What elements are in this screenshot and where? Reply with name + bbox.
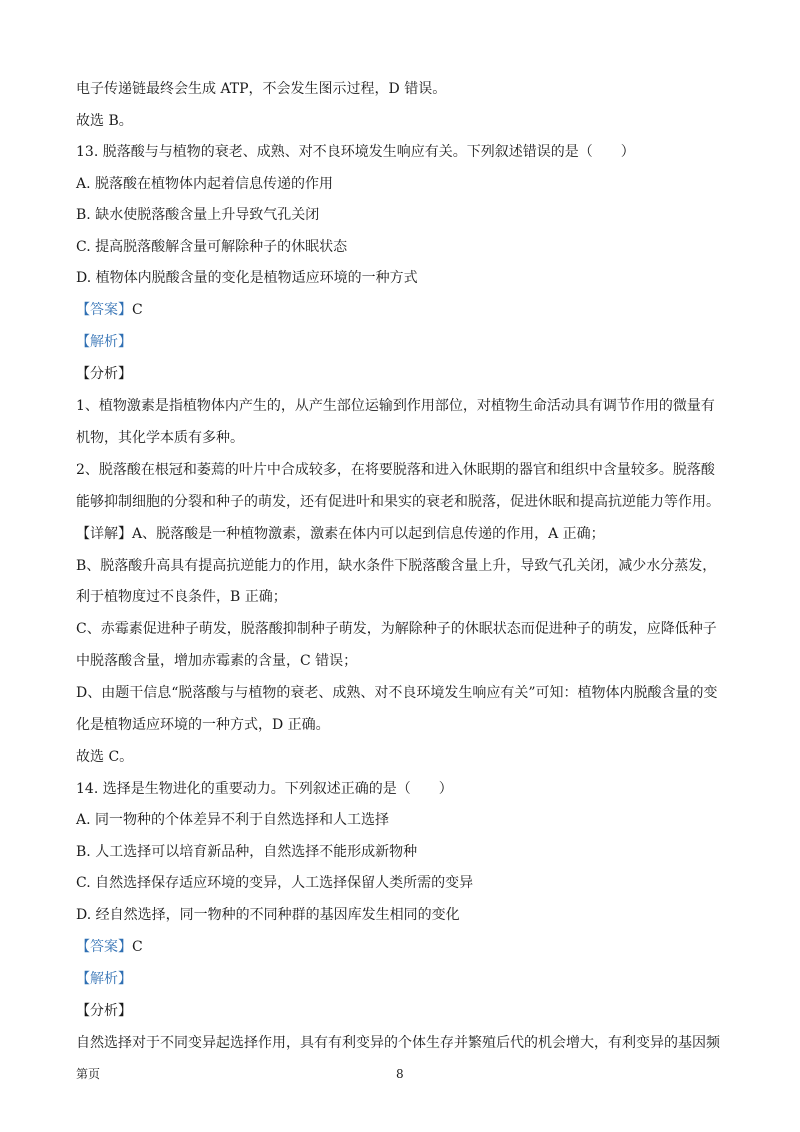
answer-value: C: [132, 939, 143, 955]
answer-value: C: [132, 302, 143, 318]
text-line: 能够抑制细胞的分裂和种子的萌发，还有促进叶和果实的衰老和脱落，促进休眠和提高抗逆能力等作用。: [76, 494, 720, 510]
text-line: 2、脱落酸在根冠和萎蔫的叶片中合成较多，在将要脱落和进入休眠期的器官和组织中含量较多。脱落酸: [76, 462, 715, 478]
answer-tag: 【答案】: [76, 939, 132, 955]
text-line: 化是植物适应环境的一种方式，D 正确。: [76, 717, 330, 733]
option-d: D. 植物体内脱酸含量的变化是植物适应环境的一种方式: [76, 270, 418, 286]
text-line: 利于植物度过不良条件，B 正确；: [76, 589, 287, 605]
text-line: 电子传递链最终会生成 ATP，不会发生图示过程，D 错误。: [76, 81, 447, 97]
subanalysis-heading: 【分析】: [76, 366, 132, 382]
footer-label: 第页: [76, 1067, 101, 1081]
option-c: C. 提高脱落酸解含量可解除种子的休眠状态: [76, 239, 348, 255]
text-line: 故选 C。: [76, 749, 134, 765]
answer-line: [76, 300, 143, 320]
text-line: 机物，其化学本质有多种。: [76, 430, 244, 446]
option-c: C. 自然选择保存适应环境的变异，人工选择保留人类所需的变异: [76, 875, 474, 891]
option-d: D. 经自然选择，同一物种的不同种群的基因库发生相同的变化: [76, 907, 460, 923]
option-b: B. 缺水使脱落酸含量上升导致气孔关闭: [76, 207, 320, 223]
answer-line: [76, 937, 143, 957]
text-line: 故选 B。: [76, 113, 133, 129]
detail-text: A、脱落酸是一种植物激素，激素在体内可以起到信息传递的作用，A 正确；: [132, 526, 605, 542]
answer-tag: 【答案】: [76, 302, 132, 318]
analysis-heading: 【解析】: [76, 971, 132, 987]
analysis-heading: 【解析】: [76, 334, 132, 350]
text-line: B、脱落酸升高具有提高抗逆能力的作用，缺水条件下脱落酸含量上升，导致气孔关闭，减少水分蒸发，: [76, 558, 717, 574]
subanalysis-heading: 【分析】: [76, 1003, 132, 1019]
detail-line: [76, 524, 605, 544]
text-line: C、赤霉素促进种子萌发，脱落酸抑制种子萌发，为解除种子的休眠状态而促进种子的萌发，应降低种子: [76, 621, 717, 637]
page-number: 8: [396, 1067, 404, 1081]
option-a: A. 脱落酸在植物体内起着信息传递的作用: [76, 176, 334, 192]
text-line: D、由题干信息“脱落酸与与植物的衰老、成熟、对不良环境发生响应有关”可知：植物体内脱酸含量的变: [76, 685, 718, 701]
text-line: 自然选择对于不同变异起选择作用，具有有利变异的个体生存并繁殖后代的机会增大，有利变异的基因频: [76, 1035, 720, 1051]
text-line: 1、植物激素是指植物体内产生的，从产生部位运输到作用部位，对植物生命活动具有调节作用的微量有: [76, 398, 715, 414]
question-13: 13. 脱落酸与与植物的衰老、成熟、对不良环境发生响应有关。下列叙述错误的是（ ）: [76, 144, 635, 160]
option-a: A. 同一物种的个体差异不利于自然选择和人工选择: [76, 812, 390, 828]
text-line: 中脱落酸含量，增加赤霉素的含量，C 错误；: [76, 653, 358, 669]
option-b: B. 人工选择可以培育新品种，自然选择不能形成新物种: [76, 844, 418, 860]
detail-tag: 【详解】: [76, 526, 132, 542]
question-14: 14. 选择是生物进化的重要动力。下列叙述正确的是（ ）: [76, 781, 453, 797]
